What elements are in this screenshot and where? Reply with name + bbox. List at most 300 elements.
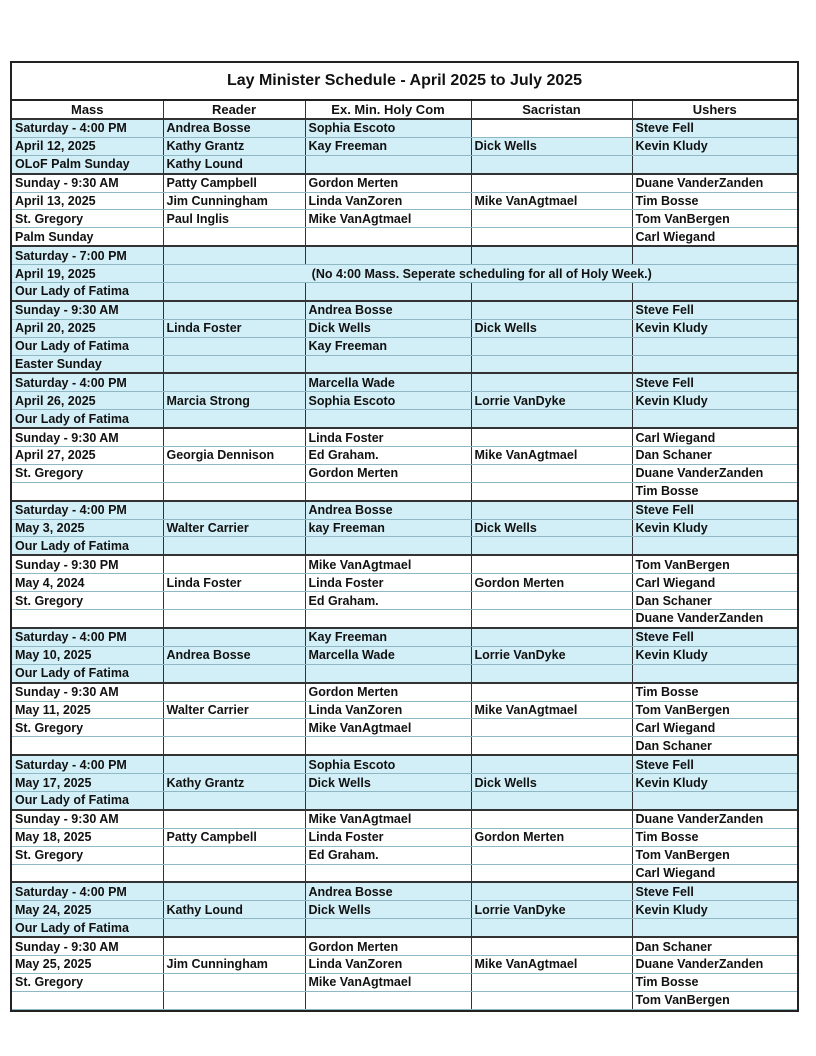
cell-ushers: Tom VanBergen — [632, 846, 797, 864]
table-row — [12, 646, 797, 664]
cell-reader: Kathy Lound — [163, 901, 305, 919]
cell-sacristan — [471, 410, 632, 428]
cell-mass: Sunday - 9:30 AM — [12, 428, 163, 446]
cell-mass: April 12, 2025 — [12, 137, 163, 155]
cell-ushers: Duane VanderZanden — [632, 464, 797, 482]
cell-ushers — [632, 355, 797, 373]
cell-sacristan — [471, 501, 632, 519]
cell-ushers — [632, 337, 797, 355]
cell-ushers: Tim Bosse — [632, 482, 797, 500]
table-row — [12, 137, 797, 155]
table-row — [12, 901, 797, 919]
header-reader: Reader — [163, 101, 305, 119]
cell-sacristan — [471, 846, 632, 864]
cell-mass: OLoF Palm Sunday — [12, 155, 163, 173]
cell-sacristan — [471, 664, 632, 682]
cell-sacristan: Dick Wells — [471, 137, 632, 155]
cell-reader — [163, 683, 305, 701]
cell-reader — [163, 228, 305, 246]
table-row — [12, 864, 797, 882]
cell-ex-min-holy-com: Linda VanZoren — [305, 192, 471, 210]
cell-sacristan: Mike VanAgtmael — [471, 701, 632, 719]
table-row — [12, 955, 797, 973]
table-row — [12, 464, 797, 482]
cell-mass: Our Lady of Fatima — [12, 337, 163, 355]
cell-reader — [163, 973, 305, 991]
cell-sacristan — [471, 555, 632, 573]
cell-mass: May 17, 2025 — [12, 774, 163, 792]
table-row — [12, 846, 797, 864]
cell-mass: May 24, 2025 — [12, 901, 163, 919]
cell-ex-min-holy-com: Gordon Merten — [305, 464, 471, 482]
table-row — [12, 537, 797, 555]
cell-ushers: Dan Schaner — [632, 447, 797, 465]
cell-ushers: Carl Wiegand — [632, 228, 797, 246]
cell-mass — [12, 864, 163, 882]
table-row — [12, 791, 797, 809]
cell-ex-min-holy-com: Mike VanAgtmael — [305, 810, 471, 828]
table-row — [12, 664, 797, 682]
cell-ushers: Steve Fell — [632, 755, 797, 773]
cell-ex-min-holy-com — [305, 919, 471, 937]
cell-mass: Easter Sunday — [12, 355, 163, 373]
cell-ex-min-holy-com: Dick Wells — [305, 901, 471, 919]
cell-mass: Saturday - 4:00 PM — [12, 755, 163, 773]
cell-reader — [163, 737, 305, 755]
cell-reader — [163, 991, 305, 1009]
cell-reader: Jim Cunningham — [163, 955, 305, 973]
cell-mass: April 26, 2025 — [12, 392, 163, 410]
cell-mass: Sunday - 9:30 AM — [12, 810, 163, 828]
cell-ushers: Duane VanderZanden — [632, 174, 797, 192]
cell-reader — [163, 628, 305, 646]
header-ushers: Ushers — [632, 101, 797, 119]
cell-mass: Our Lady of Fatima — [12, 537, 163, 555]
cell-sacristan — [471, 482, 632, 500]
table-row — [12, 392, 797, 410]
cell-mass: Sunday - 9:30 AM — [12, 937, 163, 955]
cell-mass: April 20, 2025 — [12, 319, 163, 337]
cell-sacristan — [471, 283, 632, 301]
cell-mass: St. Gregory — [12, 592, 163, 610]
cell-sacristan: Dick Wells — [471, 774, 632, 792]
cell-ex-min-holy-com: Dick Wells — [305, 774, 471, 792]
cell-ex-min-holy-com: Mike VanAgtmael — [305, 719, 471, 737]
cell-ex-min-holy-com: Sophia Escoto — [305, 392, 471, 410]
cell-mass: Saturday - 7:00 PM — [12, 246, 163, 264]
cell-reader: Andrea Bosse — [163, 646, 305, 664]
cell-reader — [163, 791, 305, 809]
cell-ex-min-holy-com: Kay Freeman — [305, 137, 471, 155]
cell-mass: Saturday - 4:00 PM — [12, 501, 163, 519]
cell-mass: Our Lady of Fatima — [12, 410, 163, 428]
cell-ushers: Duane VanderZanden — [632, 955, 797, 973]
cell-ushers: Steve Fell — [632, 301, 797, 319]
cell-ex-min-holy-com: Linda VanZoren — [305, 701, 471, 719]
cell-mass: Palm Sunday — [12, 228, 163, 246]
table-row — [12, 355, 797, 373]
cell-ex-min-holy-com — [305, 664, 471, 682]
cell-mass: April 13, 2025 — [12, 192, 163, 210]
cell-mass: St. Gregory — [12, 719, 163, 737]
table-row — [12, 555, 797, 573]
table-row — [12, 628, 797, 646]
cell-ushers — [632, 155, 797, 173]
cell-ex-min-holy-com: Ed Graham. — [305, 592, 471, 610]
cell-reader: Walter Carrier — [163, 519, 305, 537]
cell-mass: April 19, 2025 — [12, 265, 163, 283]
cell-sacristan: Dick Wells — [471, 319, 632, 337]
cell-sacristan — [471, 991, 632, 1009]
cell-mass: Our Lady of Fatima — [12, 283, 163, 301]
cell-ex-min-holy-com — [305, 283, 471, 301]
table-row — [12, 410, 797, 428]
cell-sacristan — [471, 864, 632, 882]
cell-mass: St. Gregory — [12, 464, 163, 482]
cell-mass: St. Gregory — [12, 210, 163, 228]
cell-sacristan — [471, 246, 632, 264]
cell-reader — [163, 664, 305, 682]
table-row — [12, 574, 797, 592]
cell-sacristan — [471, 683, 632, 701]
cell-ex-min-holy-com: Andrea Bosse — [305, 301, 471, 319]
cell-ex-min-holy-com — [305, 155, 471, 173]
cell-mass: Our Lady of Fatima — [12, 791, 163, 809]
cell-sacristan: Gordon Merten — [471, 828, 632, 846]
cell-mass: Our Lady of Fatima — [12, 919, 163, 937]
cell-ex-min-holy-com: Marcella Wade — [305, 373, 471, 391]
cell-ex-min-holy-com: Marcella Wade — [305, 646, 471, 664]
cell-sacristan — [471, 882, 632, 900]
table-row — [12, 301, 797, 319]
cell-mass — [12, 991, 163, 1009]
cell-ex-min-holy-com: Gordon Merten — [305, 937, 471, 955]
cell-reader — [163, 537, 305, 555]
cell-ex-min-holy-com — [305, 482, 471, 500]
table-row — [12, 210, 797, 228]
cell-mass: Saturday - 4:00 PM — [12, 628, 163, 646]
cell-reader: Kathy Lound — [163, 155, 305, 173]
cell-mass: May 4, 2024 — [12, 574, 163, 592]
cell-ushers: Tim Bosse — [632, 828, 797, 846]
table-row — [12, 447, 797, 465]
cell-reader: Linda Foster — [163, 574, 305, 592]
cell-ex-min-holy-com — [305, 991, 471, 1009]
cell-reader — [163, 283, 305, 301]
table-row — [12, 737, 797, 755]
cell-ushers: Steve Fell — [632, 119, 797, 137]
cell-ushers: Tim Bosse — [632, 192, 797, 210]
cell-ex-min-holy-com — [305, 228, 471, 246]
cell-ushers: Kevin Kludy — [632, 319, 797, 337]
cell-reader — [163, 592, 305, 610]
table-row — [12, 228, 797, 246]
cell-ex-min-holy-com — [305, 791, 471, 809]
table-row — [12, 501, 797, 519]
cell-mass: Saturday - 4:00 PM — [12, 119, 163, 137]
cell-ex-min-holy-com — [305, 737, 471, 755]
cell-reader: Kathy Grantz — [163, 774, 305, 792]
cell-ushers: Tim Bosse — [632, 973, 797, 991]
cell-ushers: Kevin Kludy — [632, 901, 797, 919]
cell-ex-min-holy-com: Gordon Merten — [305, 683, 471, 701]
cell-ushers: Duane VanderZanden — [632, 810, 797, 828]
cell-ushers — [632, 410, 797, 428]
cell-ushers: Carl Wiegand — [632, 719, 797, 737]
cell-reader — [163, 846, 305, 864]
cell-ex-min-holy-com: Kay Freeman — [305, 337, 471, 355]
cell-ex-min-holy-com: Sophia Escoto — [305, 755, 471, 773]
cell-ex-min-holy-com: Gordon Merten — [305, 174, 471, 192]
cell-sacristan — [471, 174, 632, 192]
table-row — [12, 337, 797, 355]
cell-reader: Paul Inglis — [163, 210, 305, 228]
cell-ex-min-holy-com: Dick Wells — [305, 319, 471, 337]
cell-sacristan — [471, 155, 632, 173]
cell-sacristan: Gordon Merten — [471, 574, 632, 592]
cell-ushers: Steve Fell — [632, 373, 797, 391]
cell-mass: Sunday - 9:30 AM — [12, 174, 163, 192]
table-row — [12, 973, 797, 991]
table-row — [12, 174, 797, 192]
cell-reader — [163, 919, 305, 937]
cell-ex-min-holy-com: Mike VanAgtmael — [305, 973, 471, 991]
table-header — [12, 101, 797, 119]
cell-ushers: Tom VanBergen — [632, 701, 797, 719]
cell-sacristan — [471, 537, 632, 555]
cell-reader — [163, 410, 305, 428]
cell-ex-min-holy-com: Mike VanAgtmael — [305, 555, 471, 573]
table-row — [12, 991, 797, 1009]
cell-ex-min-holy-com — [305, 537, 471, 555]
cell-sacristan: Dick Wells — [471, 519, 632, 537]
table-row — [12, 319, 797, 337]
table-row — [12, 192, 797, 210]
table-row — [12, 592, 797, 610]
cell-ex-min-holy-com — [305, 610, 471, 628]
cell-ushers: Carl Wiegand — [632, 574, 797, 592]
cell-mass: Saturday - 4:00 PM — [12, 882, 163, 900]
cell-ushers: Dan Schaner — [632, 737, 797, 755]
table-row — [12, 265, 797, 283]
table-row — [12, 919, 797, 937]
table-row — [12, 373, 797, 391]
header-ex-min-holy-com: Ex. Min. Holy Com — [305, 101, 471, 119]
table-row — [12, 937, 797, 955]
cell-reader: Andrea Bosse — [163, 119, 305, 137]
cell-ushers — [632, 919, 797, 937]
cell-ex-min-holy-com: Linda Foster — [305, 574, 471, 592]
table-row — [12, 755, 797, 773]
cell-ushers: Steve Fell — [632, 882, 797, 900]
cell-mass: April 27, 2025 — [12, 447, 163, 465]
cell-reader — [163, 810, 305, 828]
cell-ushers: Steve Fell — [632, 501, 797, 519]
cell-mass — [12, 482, 163, 500]
cell-sacristan — [471, 592, 632, 610]
cell-ushers: Dan Schaner — [632, 592, 797, 610]
cell-reader — [163, 719, 305, 737]
cell-mass: Sunday - 9:30 AM — [12, 301, 163, 319]
cell-reader: Kathy Grantz — [163, 137, 305, 155]
cell-ushers: Tim Bosse — [632, 683, 797, 701]
cell-ex-min-holy-com: Kay Freeman — [305, 628, 471, 646]
schedule-sheet — [10, 61, 799, 1012]
cell-sacristan — [471, 610, 632, 628]
cell-reader: Patty Campbell — [163, 828, 305, 846]
holy-week-note: (No 4:00 Mass. Seperate scheduling for all of Holy Week.) — [163, 265, 797, 283]
cell-sacristan: Mike VanAgtmael — [471, 447, 632, 465]
cell-reader — [163, 937, 305, 955]
table-row — [12, 482, 797, 500]
cell-ex-min-holy-com: Andrea Bosse — [305, 501, 471, 519]
cell-reader — [163, 246, 305, 264]
cell-reader — [163, 355, 305, 373]
cell-mass: St. Gregory — [12, 973, 163, 991]
cell-sacristan — [471, 373, 632, 391]
cell-reader: Patty Campbell — [163, 174, 305, 192]
cell-reader — [163, 464, 305, 482]
cell-sacristan — [471, 464, 632, 482]
cell-reader — [163, 482, 305, 500]
cell-ex-min-holy-com: Ed Graham. — [305, 447, 471, 465]
table-row — [12, 701, 797, 719]
cell-sacristan: Lorrie VanDyke — [471, 392, 632, 410]
table-row — [12, 719, 797, 737]
cell-ex-min-holy-com — [305, 246, 471, 264]
cell-sacristan — [471, 628, 632, 646]
cell-reader — [163, 555, 305, 573]
cell-ushers — [632, 537, 797, 555]
cell-sacristan: Mike VanAgtmael — [471, 192, 632, 210]
table-row — [12, 246, 797, 264]
cell-mass: Our Lady of Fatima — [12, 664, 163, 682]
cell-reader: Linda Foster — [163, 319, 305, 337]
cell-mass — [12, 737, 163, 755]
cell-sacristan — [471, 428, 632, 446]
cell-sacristan: Lorrie VanDyke — [471, 901, 632, 919]
cell-sacristan — [471, 337, 632, 355]
cell-mass: May 11, 2025 — [12, 701, 163, 719]
cell-sacristan — [471, 119, 632, 137]
cell-sacristan — [471, 973, 632, 991]
table-row — [12, 774, 797, 792]
table-row — [12, 428, 797, 446]
header-mass: Mass — [12, 101, 163, 119]
cell-ex-min-holy-com: Andrea Bosse — [305, 882, 471, 900]
cell-reader — [163, 882, 305, 900]
cell-ushers — [632, 791, 797, 809]
cell-ushers: Kevin Kludy — [632, 646, 797, 664]
cell-sacristan — [471, 810, 632, 828]
table-row — [12, 828, 797, 846]
cell-ushers — [632, 283, 797, 301]
cell-ushers: Tom VanBergen — [632, 555, 797, 573]
cell-sacristan — [471, 791, 632, 809]
table-body — [12, 119, 797, 1009]
cell-sacristan — [471, 937, 632, 955]
cell-ex-min-holy-com — [305, 410, 471, 428]
cell-ushers: Tom VanBergen — [632, 991, 797, 1009]
cell-reader: Walter Carrier — [163, 701, 305, 719]
cell-ex-min-holy-com: Sophia Escoto — [305, 119, 471, 137]
table-row — [12, 519, 797, 537]
cell-sacristan: Mike VanAgtmael — [471, 955, 632, 973]
cell-mass: May 18, 2025 — [12, 828, 163, 846]
cell-mass: Saturday - 4:00 PM — [12, 373, 163, 391]
cell-ushers: Kevin Kludy — [632, 137, 797, 155]
cell-mass — [12, 610, 163, 628]
cell-reader — [163, 610, 305, 628]
cell-reader — [163, 428, 305, 446]
cell-mass: May 10, 2025 — [12, 646, 163, 664]
cell-ushers: Duane VanderZanden — [632, 610, 797, 628]
cell-ushers: Steve Fell — [632, 628, 797, 646]
page-title: Lay Minister Schedule - April 2025 to July 2025 — [12, 63, 797, 101]
cell-sacristan — [471, 919, 632, 937]
cell-sacristan: Lorrie VanDyke — [471, 646, 632, 664]
cell-reader — [163, 864, 305, 882]
table-row — [12, 810, 797, 828]
cell-reader: Marcia Strong — [163, 392, 305, 410]
cell-ushers — [632, 246, 797, 264]
cell-ushers: Carl Wiegand — [632, 428, 797, 446]
cell-sacristan — [471, 228, 632, 246]
cell-ushers: Dan Schaner — [632, 937, 797, 955]
cell-sacristan — [471, 210, 632, 228]
cell-mass: Sunday - 9:30 PM — [12, 555, 163, 573]
table-row — [12, 610, 797, 628]
cell-ex-min-holy-com: Ed Graham. — [305, 846, 471, 864]
cell-sacristan — [471, 737, 632, 755]
cell-mass: May 25, 2025 — [12, 955, 163, 973]
cell-mass: May 3, 2025 — [12, 519, 163, 537]
cell-reader — [163, 501, 305, 519]
cell-ex-min-holy-com: Linda Foster — [305, 828, 471, 846]
cell-mass: St. Gregory — [12, 846, 163, 864]
cell-reader — [163, 301, 305, 319]
cell-reader — [163, 755, 305, 773]
cell-ushers: Tom VanBergen — [632, 210, 797, 228]
cell-ex-min-holy-com: kay Freeman — [305, 519, 471, 537]
cell-reader — [163, 337, 305, 355]
cell-ushers: Kevin Kludy — [632, 392, 797, 410]
table-row — [12, 119, 797, 137]
cell-ushers — [632, 664, 797, 682]
cell-mass: Sunday - 9:30 AM — [12, 683, 163, 701]
cell-ex-min-holy-com — [305, 864, 471, 882]
cell-ex-min-holy-com: Mike VanAgtmael — [305, 210, 471, 228]
schedule-table — [12, 101, 797, 1010]
cell-ushers: Kevin Kludy — [632, 774, 797, 792]
cell-sacristan — [471, 301, 632, 319]
cell-ex-min-holy-com: Linda VanZoren — [305, 955, 471, 973]
cell-reader: Georgia Dennison — [163, 447, 305, 465]
table-row — [12, 155, 797, 173]
cell-ex-min-holy-com — [305, 355, 471, 373]
cell-sacristan — [471, 719, 632, 737]
cell-ushers: Carl Wiegand — [632, 864, 797, 882]
cell-ushers: Kevin Kludy — [632, 519, 797, 537]
header-sacristan: Sacristan — [471, 101, 632, 119]
table-row — [12, 683, 797, 701]
cell-reader: Jim Cunningham — [163, 192, 305, 210]
table-row — [12, 882, 797, 900]
table-row — [12, 283, 797, 301]
cell-sacristan — [471, 755, 632, 773]
cell-sacristan — [471, 355, 632, 373]
cell-reader — [163, 373, 305, 391]
